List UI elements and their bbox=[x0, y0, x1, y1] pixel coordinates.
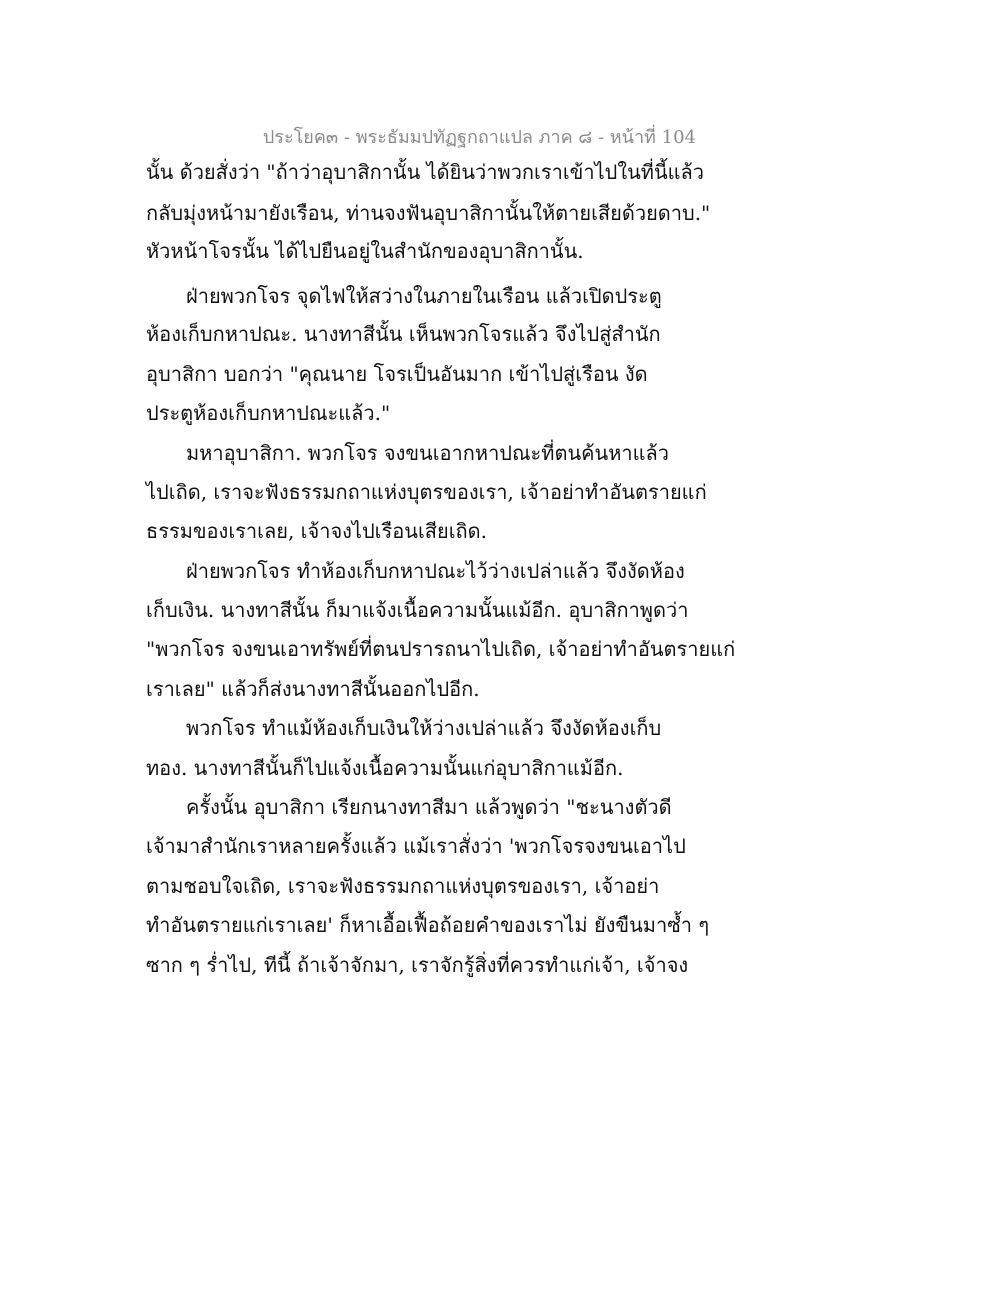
text-line: เจ้ามาสำนักเราหลายครั้งแล้ว แม้เราสั่งว่า 'พวกโจรจงขนเอาไป bbox=[146, 834, 686, 858]
text-line: ทอง. นางทาสีนั้นก็ไปแจ้งเนื้อความนั้นแก่อุบาสิกาแม้อีก. bbox=[146, 756, 624, 780]
text-line: ทำอันตรายแก่เราเลย' ก็หาเอื้อเฟื้อถ้อยคำของเราไม่ ยังขืนมาซ้ำ ๆ bbox=[146, 913, 710, 937]
text-line: ตามชอบใจเถิด, เราจะฟังธรรมกถาแห่งบุตรของเรา, เจ้าอย่า bbox=[146, 874, 660, 898]
text-line: เก็บเงิน. นางทาสีนั้น ก็มาแจ้งเนื้อความนั้นแม้อีก. อุบาสิกาพูดว่า bbox=[146, 598, 689, 622]
running-header: ประโยค๓ - พระธัมมปทัฏฐกถาแปล ภาค ๘ - หน้าที่ 104 bbox=[262, 127, 696, 148]
text-line: ซาก ๆ ร่ำไป, ทีนี้ ถ้าเจ้าจักมา, เราจักรู้สิ่งที่ควรทำแก่เจ้า, เจ้าจง bbox=[146, 953, 689, 977]
paragraph-first-line: พวกโจร ทำแม้ห้องเก็บเงินให้ว่างเปล่าแล้ว จึงงัดห้องเก็บ bbox=[186, 716, 662, 740]
paragraph-first-line: มหาอุบาสิกา. พวกโจร จงขนเอากหาปณะที่ตนค้นหาแล้ว bbox=[186, 441, 669, 465]
paragraph-first-line: ครั้งนั้น อุบาสิกา เรียกนางทาสีมา แล้วพูดว่า "ชะนางตัวดี bbox=[186, 795, 672, 819]
text-line: ไปเถิด, เราจะฟังธรรมกถาแห่งบุตรของเรา, เจ้าอย่าทำอันตรายแก่ bbox=[146, 480, 707, 504]
paragraph-first-line: ฝ่ายพวกโจร ทำห้องเก็บกหาปณะไว้ว่างเปล่าแล้ว จึงงัดห้อง bbox=[186, 559, 685, 583]
text-line: เราเลย" แล้วก็ส่งนางทาสีนั้นออกไปอีก. bbox=[146, 677, 480, 701]
text-line: อุบาสิกา บอกว่า "คุณนาย โจรเป็นอันมาก เข้าไปสู่เรือน งัด bbox=[146, 362, 648, 386]
text-line: "พวกโจร จงขนเอาทรัพย์ที่ตนปรารถนาไปเถิด, เจ้าอย่าทำอันตรายแก่ bbox=[146, 637, 736, 661]
text-line: นั้น ด้วยสั่งว่า "ถ้าว่าอุบาสิกานั้น ได้ยินว่าพวกเราเข้าไปในที่นี้แล้ว bbox=[146, 160, 705, 184]
text-line: หัวหน้าโจรนั้น ได้ไปยืนอยู่ในสำนักของอุบาสิกานั้น. bbox=[146, 239, 584, 263]
paragraph-first-line: ฝ่ายพวกโจร จุดไฟให้สว่างในภายในเรือน แล้วเปิดประตู bbox=[186, 284, 662, 308]
text-line: กลับมุ่งหน้ามายังเรือน, ท่านจงฟันอุบาสิกานั้นให้ตายเสียด้วยดาบ." bbox=[146, 201, 711, 225]
text-line: ประตูห้องเก็บกหาปณะแล้ว." bbox=[146, 401, 391, 425]
text-line: ธรรมของเราเลย, เจ้าจงไปเรือนเสียเถิด. bbox=[146, 519, 487, 543]
text-line: ห้องเก็บกหาปณะ. นางทาสีนั้น เห็นพวกโจรแล้ว จึงไปสู่สำนัก bbox=[146, 322, 661, 346]
